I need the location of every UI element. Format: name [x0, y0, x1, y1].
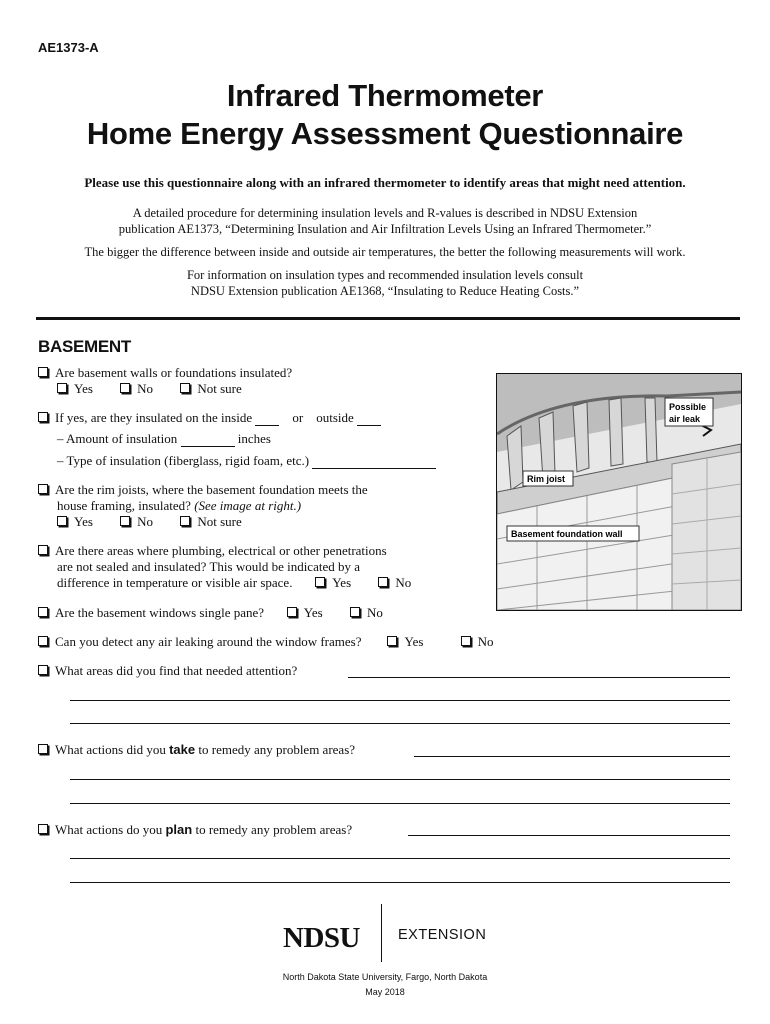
checkbox[interactable] — [38, 744, 48, 754]
type-of-insulation: – Type of insulation (fiberglass, rigid foam, etc.) — [57, 453, 436, 469]
answer-line[interactable] — [70, 858, 730, 859]
question-inside-outside: If yes, are they insulated on the inside or outside — [38, 410, 381, 426]
answer-line[interactable] — [70, 779, 730, 780]
question-basement-insulated: Are basement walls or foundations insulated? Yes No Not sure — [38, 365, 292, 397]
answer-line[interactable] — [414, 756, 730, 757]
question-window-pane: Are the basement windows single pane? Yes No — [38, 605, 407, 621]
checkbox-yes[interactable] — [287, 607, 297, 617]
intro-paragraph-2: The bigger the difference between inside and outside air temperatures, the better the following measurements will work. — [84, 245, 686, 259]
document-code: AE1373-A — [38, 40, 99, 55]
checkbox[interactable] — [38, 607, 48, 617]
intro-paragraph-1: A detailed procedure for determining insulation levels and R-values is described in NDSU Extension publication AE1373, “Determining Insulation and Air Infiltration Levels Using an Infrared Thermometer.” — [118, 206, 652, 236]
outside-blank[interactable] — [357, 413, 381, 426]
checkbox-not-sure[interactable] — [180, 383, 190, 393]
checkbox[interactable] — [38, 824, 48, 834]
question-areas-needing-attention: What areas did you find that needed attention? — [38, 663, 297, 679]
checkbox-no[interactable] — [461, 636, 471, 646]
answer-line[interactable] — [70, 882, 730, 883]
rim-joist-diagram — [497, 374, 741, 610]
checkbox-yes[interactable] — [387, 636, 397, 646]
answer-line[interactable] — [70, 723, 730, 724]
answer-line[interactable] — [348, 677, 730, 678]
question-actions-taken: What actions did you take to remedy any problem areas? — [38, 742, 355, 758]
extension-wordmark: EXTENSION — [398, 927, 487, 943]
basement-illustration — [496, 373, 742, 611]
answer-line[interactable] — [408, 835, 730, 836]
checkbox[interactable] — [38, 636, 48, 646]
checkbox-yes[interactable] — [57, 516, 67, 526]
checkbox-no[interactable] — [350, 607, 360, 617]
question-rim-joists: Are the rim joists, where the basement foundation meets the house framing, insulated? (See image at right.) Yes No Not sure — [38, 482, 368, 530]
section-heading: BASEMENT — [38, 337, 131, 356]
label-foundation-wall: Basement foundation wall — [511, 529, 623, 539]
checkbox-no[interactable] — [120, 516, 130, 526]
checkbox-yes[interactable] — [315, 577, 325, 587]
checkbox[interactable] — [38, 484, 48, 494]
checkbox[interactable] — [38, 412, 48, 422]
section-rule — [36, 317, 740, 320]
checkbox-no[interactable] — [120, 383, 130, 393]
svg-text:air leak: air leak — [669, 414, 701, 424]
checkbox[interactable] — [38, 367, 48, 377]
checkbox[interactable] — [38, 665, 48, 675]
ndsu-logo: NDSU — [283, 922, 360, 954]
question-penetrations: Are there areas where plumbing, electrical or other penetrations are not sealed and insulated? This would be indicated by a difference in temperature or visible air space. Yes No — [38, 543, 435, 591]
type-blank[interactable] — [312, 456, 436, 469]
amount-of-insulation: – Amount of insulation inches — [57, 431, 271, 446]
logo-divider — [381, 904, 382, 962]
question-actions-planned: What actions do you plan to remedy any problem areas? — [38, 822, 352, 838]
label-air-leak: Possible — [669, 402, 707, 412]
checkbox-not-sure[interactable] — [180, 516, 190, 526]
answer-line[interactable] — [70, 700, 730, 701]
title-line-1: Infrared Thermometer — [226, 78, 544, 113]
checkbox-no[interactable] — [378, 577, 388, 587]
answer-line[interactable] — [70, 803, 730, 804]
checkbox[interactable] — [38, 545, 48, 555]
footer-date: May 2018 — [365, 987, 405, 997]
amount-blank[interactable] — [181, 434, 235, 447]
intro-paragraph-3: For information on insulation types and recommended insulation levels consult NDSU Extension publication AE1368, “Insulating to Reduce Heating Costs.” — [186, 268, 584, 298]
inside-blank[interactable] — [255, 413, 279, 426]
title-line-2: Home Energy Assessment Questionnaire — [86, 116, 684, 151]
question-window-leak: Can you detect any air leaking around the window frames? Yes No — [38, 634, 518, 650]
checkbox-yes[interactable] — [57, 383, 67, 393]
lead-instruction: Please use this questionnaire along with an infrared thermometer to identify areas that might need attention. — [84, 175, 686, 190]
footer-institution: North Dakota State University, Fargo, North Dakota — [282, 972, 488, 982]
label-rim-joist: Rim joist — [527, 474, 566, 484]
